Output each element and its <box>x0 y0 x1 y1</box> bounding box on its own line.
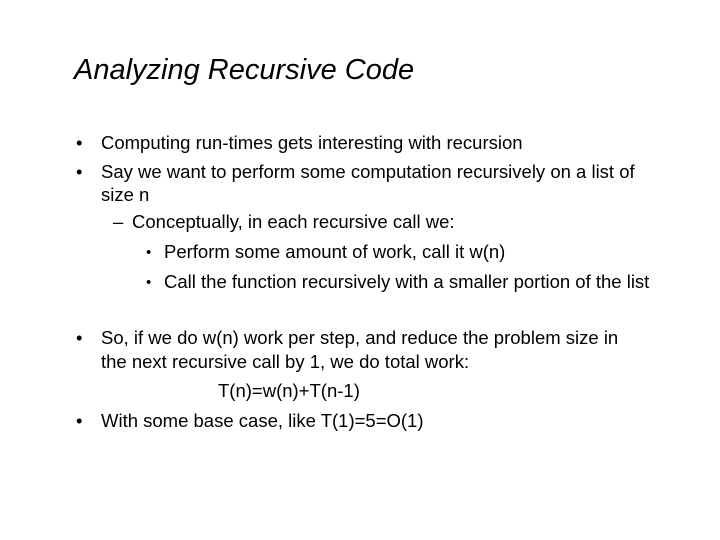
bullet-marker: • <box>76 410 83 431</box>
bullet-base-case: With some base case, like T(1)=5=O(1) <box>101 410 424 431</box>
bullet-computing-run-times: Computing run-times gets interesting with recursion <box>101 132 523 153</box>
sub-sub-bullet-perform-work: Perform some amount of work, call it w(n) <box>164 241 506 262</box>
dash-marker: – <box>113 211 124 232</box>
bullet-marker: • <box>76 132 83 153</box>
bullet-marker: • <box>146 244 152 261</box>
bullet-marker: • <box>146 274 152 291</box>
bullet-recursive-computation-line2: size n <box>101 184 150 205</box>
slide-title: Analyzing Recursive Code <box>74 54 415 86</box>
sub-bullet-conceptually: Conceptually, in each recursive call we: <box>132 211 455 232</box>
bullet-recursive-computation-line1: Say we want to perform some computation recursively on a list of <box>101 161 635 182</box>
bullet-marker: • <box>76 327 83 348</box>
bullet-total-work-line2: the next recursive call by 1, we do total work: <box>101 351 470 372</box>
bullet-total-work-line1: So, if we do w(n) work per step, and reduce the problem size in <box>101 327 619 348</box>
bullet-marker: • <box>76 161 83 182</box>
recurrence-formula: T(n)=w(n)+T(n-1) <box>218 380 360 401</box>
sub-sub-bullet-call-recursively: Call the function recursively with a smaller portion of the list <box>164 271 650 292</box>
